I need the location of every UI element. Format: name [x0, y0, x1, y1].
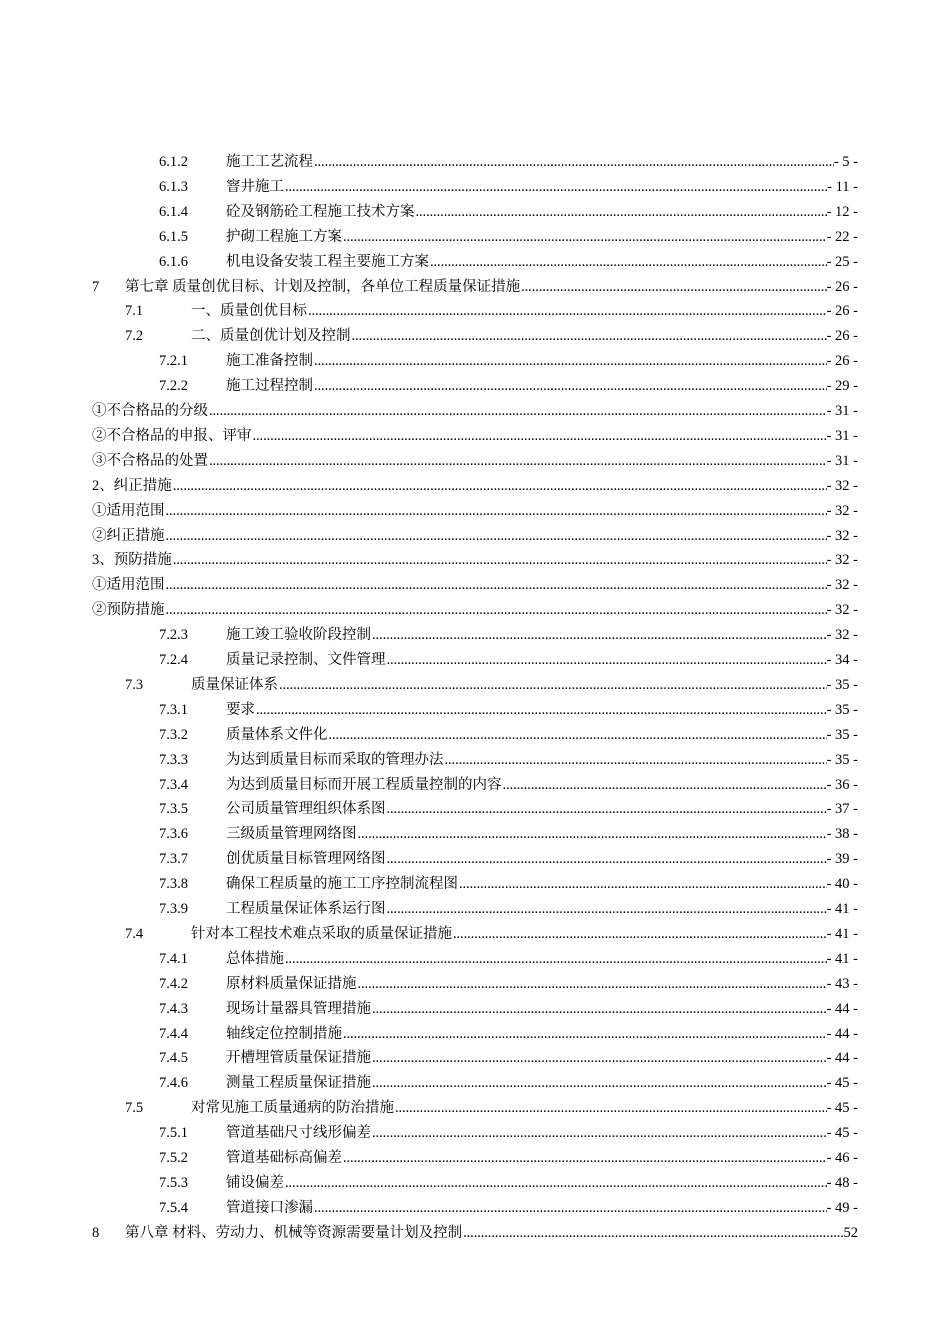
toc-entry[interactable]	[0, 1096, 950, 1121]
toc-entry-page-number: - 32 -	[827, 573, 858, 598]
toc-dot-leader	[313, 374, 827, 399]
toc-entry-number: 7.3.1	[159, 701, 188, 718]
toc-entry[interactable]	[0, 424, 950, 449]
toc-entry-title: 二、质量创优计划及控制	[191, 328, 351, 345]
toc-entry[interactable]	[0, 225, 950, 250]
toc-entry-page-number: - 45 -	[827, 1071, 858, 1096]
toc-entry-page-number: - 32 -	[827, 623, 858, 648]
toc-entry[interactable]	[0, 797, 950, 822]
toc-entry-number: 7.3	[125, 676, 144, 693]
toc-entry-number: 6.1.5	[159, 228, 188, 245]
toc-entry-page-number: - 40 -	[827, 872, 858, 897]
toc-dot-leader	[386, 797, 827, 822]
toc-entry[interactable]	[0, 349, 950, 374]
toc-dot-leader	[208, 449, 827, 474]
toc-dot-leader	[429, 250, 827, 275]
toc-entry[interactable]	[0, 524, 950, 549]
toc-entry[interactable]	[0, 773, 950, 798]
toc-entry-page-number: - 26 -	[827, 275, 858, 300]
toc-entry-title: 对常见施工质量通病的防治措施	[191, 1100, 394, 1117]
toc-entry-title: 质量记录控制、文件管理	[226, 652, 386, 668]
toc-entry[interactable]	[0, 922, 950, 947]
toc-entry-title: 为达到质量目标而采取的管理办法	[226, 751, 444, 768]
toc-entry-title: 现场计量器具管理措施	[226, 1000, 371, 1017]
toc-entry[interactable]	[0, 324, 950, 349]
toc-entry-page-number: - 45 -	[827, 1121, 858, 1146]
toc-entry-number: 7.5.2	[159, 1150, 188, 1166]
toc-dot-leader	[351, 324, 827, 349]
toc-entry-page-number: - 35 -	[827, 748, 858, 773]
toc-entry-number: 7.2.3	[159, 627, 188, 644]
toc-dot-leader	[444, 748, 827, 773]
toc-entry[interactable]	[0, 1022, 950, 1047]
toc-entry[interactable]	[0, 1071, 950, 1096]
toc-entry-title: ②纠正措施	[92, 527, 165, 544]
toc-entry-number: 7.3.5	[159, 801, 188, 818]
toc-entry-number: 7.3.3	[159, 751, 188, 768]
toc-entry-page-number: - 46 -	[827, 1146, 858, 1171]
toc-entry[interactable]	[0, 250, 950, 275]
toc-dot-leader	[342, 1022, 827, 1047]
toc-entry-title: 轴线定位控制措施	[226, 1025, 342, 1042]
toc-entry-page-number: - 44 -	[827, 1046, 858, 1071]
toc-entry-page-number: - 32 -	[827, 474, 858, 499]
toc-entry-number: 7.2.2	[159, 378, 188, 395]
toc-dot-leader	[371, 1071, 827, 1096]
toc-entry-title: 机电设备安装工程主要施工方案	[226, 253, 429, 270]
toc-entry-page-number: - 35 -	[827, 723, 858, 748]
toc-entry-page-number: - 26 -	[827, 349, 858, 374]
toc-entry-page-number: - 32 -	[827, 499, 858, 524]
toc-entry-page-number: - 29 -	[827, 374, 858, 399]
toc-entry[interactable]	[0, 972, 950, 997]
toc-entry-number: 7.5	[125, 1100, 144, 1117]
toc-entry-title: 第七章 质量创优目标、计划及控制，各单位工程质量保证措施	[125, 278, 521, 295]
toc-entry-title: 总体措施	[226, 950, 284, 967]
toc-entry-number: 7.4	[125, 925, 144, 942]
toc-dot-leader	[386, 648, 827, 673]
toc-dot-leader	[313, 1196, 827, 1221]
toc-dot-leader	[357, 822, 827, 847]
toc-entry-page-number: - 41 -	[827, 922, 858, 947]
toc-entry-number: 7.3.9	[159, 901, 188, 917]
toc-entry[interactable]	[0, 847, 950, 872]
toc-dot-leader	[342, 1146, 827, 1171]
toc-entry-page-number: - 11 -	[827, 175, 858, 200]
toc-entry-page-number: - 37 -	[827, 797, 858, 822]
toc-entry[interactable]	[0, 150, 950, 175]
toc-entry-title: 2、纠正措施	[92, 477, 172, 494]
toc-entry-page-number: - 32 -	[827, 548, 858, 573]
toc-entry-title: 窨井施工	[226, 178, 284, 195]
toc-entry-page-number: - 32 -	[827, 524, 858, 549]
toc-entry-title: 管道接口渗漏	[226, 1199, 313, 1216]
toc-entry[interactable]	[0, 1171, 950, 1196]
toc-entry-title: 测量工程质量保证措施	[226, 1075, 371, 1092]
toc-entry-title: 施工过程控制	[226, 378, 313, 395]
toc-entry[interactable]	[0, 1121, 950, 1146]
toc-dot-leader	[357, 972, 827, 997]
toc-entry-number: 7.2.4	[159, 652, 188, 668]
toc-dot-leader	[342, 225, 827, 250]
toc-dot-leader	[394, 1096, 827, 1121]
toc-entry-title: 开槽埋管质量保证措施	[226, 1050, 371, 1067]
toc-entry[interactable]	[0, 374, 950, 399]
toc-dot-leader	[313, 349, 827, 374]
toc-entry-page-number: - 38 -	[827, 822, 858, 847]
toc-entry-number: 7.3.6	[159, 826, 188, 843]
toc-dot-leader	[452, 922, 827, 947]
toc-entry-title: ③不合格品的处置	[92, 452, 208, 469]
toc-entry-title: 质量保证体系	[191, 676, 278, 693]
toc-entry[interactable]	[0, 723, 950, 748]
toc-entry-title: 第八章 材料、劳动力、机械等资源需要量计划及控制	[125, 1224, 463, 1241]
toc-entry[interactable]	[0, 623, 950, 648]
toc-dot-leader	[208, 399, 827, 424]
toc-entry-title: 3、预防措施	[92, 552, 172, 569]
toc-entry-number: 7.4.4	[159, 1025, 188, 1042]
toc-entry-number: 8	[92, 1224, 100, 1241]
toc-entry-title: 公司质量管理组织体系图	[226, 801, 386, 818]
toc-entry-page-number: - 26 -	[827, 299, 858, 324]
toc-dot-leader	[328, 723, 827, 748]
toc-entry-page-number: - 41 -	[827, 897, 858, 922]
toc-entry-number: 7.5.3	[159, 1174, 188, 1191]
toc-entry[interactable]	[0, 897, 950, 922]
toc-entry-title: 确保工程质量的施工工序控制流程图	[226, 876, 458, 893]
toc-dot-leader	[284, 1171, 827, 1196]
toc-entry[interactable]	[0, 474, 950, 499]
toc-entry[interactable]	[0, 997, 950, 1022]
toc-entry-number: 7.5.4	[159, 1199, 188, 1216]
toc-entry[interactable]	[0, 822, 950, 847]
toc-entry-number: 7.4.1	[159, 950, 188, 967]
toc-dot-leader	[284, 175, 827, 200]
toc-dot-leader	[307, 299, 827, 324]
toc-entry-title: ①适用范围	[92, 577, 165, 594]
toc-dot-leader	[313, 150, 834, 175]
toc-entry-page-number: - 31 -	[827, 399, 858, 424]
toc-entry-title: ②预防措施	[92, 602, 165, 619]
toc-entry-page-number: - 48 -	[827, 1171, 858, 1196]
toc-entry[interactable]	[0, 299, 950, 324]
toc-entry-title: 为达到质量目标而开展工程质量控制的内容	[226, 776, 502, 793]
toc-dot-leader	[371, 1121, 827, 1146]
toc-dot-leader	[520, 275, 826, 300]
toc-entry[interactable]	[0, 648, 950, 673]
toc-entry[interactable]	[0, 1146, 950, 1171]
toc-dot-leader	[386, 897, 827, 922]
toc-entry-number: 7	[92, 278, 100, 295]
toc-entry[interactable]	[0, 399, 950, 424]
toc-dot-leader	[255, 698, 827, 723]
toc-dot-leader	[386, 847, 827, 872]
toc-entry-title: 一、质量创优目标	[191, 303, 307, 320]
toc-entry[interactable]	[0, 449, 950, 474]
toc-entry-number: 6.1.2	[159, 154, 188, 170]
toc-entry-number: 6.1.3	[159, 178, 188, 195]
toc-entry[interactable]	[0, 548, 950, 573]
toc-entry-page-number: - 44 -	[827, 997, 858, 1022]
toc-entry-title: 工程质量保证体系运行图	[226, 901, 386, 917]
toc-entry-number: 7.4.3	[159, 1000, 188, 1017]
toc-dot-leader	[502, 773, 827, 798]
toc-entry-page-number: - 5 -	[834, 150, 858, 175]
toc-entry-title: 原材料质量保证措施	[226, 975, 357, 992]
toc-entry-number: 7.5.1	[159, 1125, 188, 1142]
toc-dot-leader	[458, 872, 827, 897]
toc-entry-number: 7.4.5	[159, 1050, 188, 1067]
toc-entry-page-number: - 39 -	[827, 847, 858, 872]
toc-dot-leader	[415, 200, 827, 225]
toc-entry-page-number: - 43 -	[827, 972, 858, 997]
toc-entry[interactable]	[0, 1221, 950, 1246]
toc-entry-title: 要求	[226, 701, 255, 718]
toc-entry[interactable]	[0, 275, 950, 300]
toc-entry-number: 7.3.7	[159, 851, 188, 868]
toc-entry-page-number: - 25 -	[827, 250, 858, 275]
toc-entry-page-number: - 32 -	[827, 598, 858, 623]
toc-entry-page-number: - 41 -	[827, 947, 858, 972]
toc-dot-leader	[172, 474, 827, 499]
toc-entry-title: 针对本工程技术难点采取的质量保证措施	[191, 925, 452, 942]
toc-entry[interactable]	[0, 947, 950, 972]
toc-entry-page-number: - 31 -	[827, 449, 858, 474]
toc-entry[interactable]	[0, 573, 950, 598]
toc-dot-leader	[252, 424, 827, 449]
toc-entry-title: 质量体系文件化	[226, 726, 328, 743]
toc-dot-leader	[371, 1046, 827, 1071]
toc-dot-leader	[172, 548, 827, 573]
toc-dot-leader	[371, 623, 827, 648]
toc-entry-number: 7.4.2	[159, 975, 188, 992]
toc-entry-title: 砼及钢筋砼工程施工技术方案	[226, 203, 415, 220]
toc-entry-title: ①适用范围	[92, 502, 165, 519]
toc-entry-title: 护砌工程施工方案	[226, 228, 342, 245]
toc-entry-number: 7.3.8	[159, 876, 188, 893]
toc-entry-page-number: - 12 -	[827, 200, 858, 225]
toc-entry[interactable]	[0, 673, 950, 698]
toc-entry-title: ②不合格品的申报、评审	[92, 427, 252, 444]
toc-dot-leader	[165, 573, 827, 598]
toc-dot-leader	[371, 997, 827, 1022]
toc-entry-page-number: - 45 -	[827, 1096, 858, 1121]
toc-entry-page-number: - 35 -	[827, 698, 858, 723]
toc-entry-number: 6.1.6	[159, 253, 188, 270]
toc-dot-leader	[284, 947, 827, 972]
toc-entry[interactable]	[0, 175, 950, 200]
toc-entry[interactable]	[0, 698, 950, 723]
toc-dot-leader	[165, 598, 827, 623]
toc-entry-title: 创优质量目标管理网络图	[226, 851, 386, 868]
toc-entry-page-number: - 44 -	[827, 1022, 858, 1047]
toc-entry-page-number: - 36 -	[827, 773, 858, 798]
toc-dot-leader	[165, 499, 827, 524]
toc-entry-title: 施工准备控制	[226, 353, 313, 370]
toc-entry-page-number: - 22 -	[827, 225, 858, 250]
toc-dot-leader	[462, 1221, 843, 1246]
toc-entry-page-number: 52	[844, 1221, 859, 1246]
toc-entry[interactable]	[0, 872, 950, 897]
toc-entry-title: 铺设偏差	[226, 1174, 284, 1191]
toc-entry-page-number: - 31 -	[827, 424, 858, 449]
toc-entry-title: 施工工艺流程	[226, 154, 313, 170]
toc-entry[interactable]	[0, 748, 950, 773]
toc-entry-number: 7.2	[125, 328, 144, 345]
toc-entry-number: 7.3.2	[159, 726, 188, 743]
toc-entry-number: 7.4.6	[159, 1075, 188, 1092]
toc-entry-number: 7.3.4	[159, 776, 188, 793]
toc-entry-title: 管道基础标高偏差	[226, 1150, 342, 1166]
toc-entry[interactable]	[0, 200, 950, 225]
toc-entry-number: 7.1	[125, 303, 144, 320]
toc-entry-title: 三级质量管理网络图	[226, 826, 357, 843]
toc-entry-title: 管道基础尺寸线形偏差	[226, 1125, 371, 1142]
toc-entry-page-number: - 34 -	[827, 648, 858, 673]
toc-dot-leader	[165, 524, 827, 549]
toc-entry-page-number: - 26 -	[827, 324, 858, 349]
toc-entry[interactable]	[0, 1046, 950, 1071]
toc-entry[interactable]	[0, 499, 950, 524]
toc-entry-number: 7.2.1	[159, 353, 188, 370]
toc-entry-title: ①不合格品的分级	[92, 403, 208, 419]
toc-entry[interactable]	[0, 598, 950, 623]
toc-dot-leader	[278, 673, 827, 698]
toc-entry-title: 施工竣工验收阶段控制	[226, 627, 371, 644]
toc-entry-page-number: - 49 -	[827, 1196, 858, 1221]
toc-entry-page-number: - 35 -	[827, 673, 858, 698]
toc-entry-number: 6.1.4	[159, 203, 188, 220]
toc-entry[interactable]	[0, 1196, 950, 1221]
